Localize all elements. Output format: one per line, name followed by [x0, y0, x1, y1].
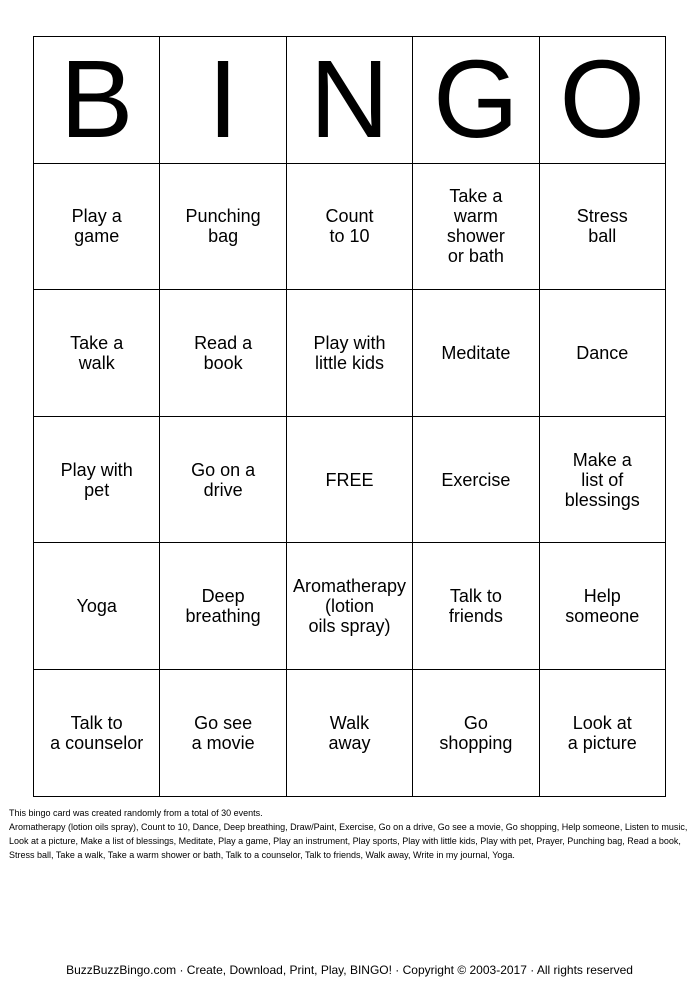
- bingo-header-row: [34, 37, 666, 164]
- cell-text: Talk to friends: [448, 586, 503, 627]
- footnote-intro: This bingo card was created randomly from a total of 30 events.: [9, 808, 263, 818]
- bingo-cell: [160, 163, 286, 290]
- cell-text: Meditate: [441, 342, 511, 363]
- bingo-cell: [160, 543, 286, 670]
- cell-text: Go on a drive: [191, 459, 256, 500]
- bingo-cell: [539, 290, 665, 417]
- header-letter: N: [309, 37, 390, 161]
- cell-text: Punching bag: [185, 206, 261, 247]
- bingo-cell: [413, 669, 539, 796]
- bingo-row-2: [34, 290, 666, 417]
- bingo-free-cell: [286, 416, 412, 543]
- cell-text: Yoga: [76, 596, 117, 617]
- bingo-cell: [413, 290, 539, 417]
- cell-text: Take a warm shower or bath: [446, 186, 505, 267]
- bingo-cell: [160, 416, 286, 543]
- cell-text: Deep breathing: [185, 586, 261, 627]
- bingo-cell: [286, 669, 412, 796]
- bingo-cell: [413, 416, 539, 543]
- bingo-cell: [539, 543, 665, 670]
- bingo-cell: [286, 543, 412, 670]
- cell-text: Take a walk: [70, 332, 124, 373]
- bingo-cell: [539, 416, 665, 543]
- bingo-row-4: [34, 543, 666, 670]
- bingo-row-3: [34, 416, 666, 543]
- bingo-cell: [34, 543, 160, 670]
- cell-text: Stress ball: [576, 206, 628, 247]
- cell-text: Dance: [576, 342, 629, 363]
- cell-text: Go see a movie: [191, 712, 255, 753]
- bingo-row-5: [34, 669, 666, 796]
- cell-text: Read a book: [194, 332, 253, 373]
- cell-text: Talk to a counselor: [50, 712, 144, 753]
- site-footer: BuzzBuzzBingo.com · Create, Download, Print, Play, BINGO! · Copyright © 2003-2017 · All rights reserved: [66, 963, 633, 977]
- cell-text: Make a list of blessings: [564, 449, 640, 510]
- cell-text: Aromatherapy (lotion oils spray): [292, 576, 406, 637]
- bingo-card: [33, 36, 666, 797]
- bingo-row-1: [34, 163, 666, 290]
- bingo-cell: [34, 163, 160, 290]
- header-letter-n: [286, 37, 412, 164]
- bingo-cell: [34, 290, 160, 417]
- cell-text: Help someone: [565, 586, 640, 627]
- header-letter-o: [539, 37, 665, 164]
- header-letter: I: [207, 37, 239, 161]
- bingo-cell: [160, 669, 286, 796]
- header-letter: O: [559, 37, 646, 161]
- cell-text: Exercise: [441, 469, 511, 490]
- bingo-cell: [34, 669, 160, 796]
- bingo-cell: [413, 163, 539, 290]
- bingo-cell: [286, 163, 412, 290]
- cell-text: Walk away: [328, 712, 371, 753]
- bingo-cell: [34, 416, 160, 543]
- bingo-cell: [539, 669, 665, 796]
- bingo-cell: [539, 163, 665, 290]
- bingo-cell: [286, 290, 412, 417]
- header-letter: B: [60, 37, 134, 161]
- bingo-cell: [413, 543, 539, 670]
- footnote-event-list: Aromatherapy (lotion oils spray), Count to 10, Dance, Deep breathing, Draw/Paint, Exercise, Go on a drive, Go see a movie, Go shopping, Help someone, Listen to music, Look at a picture, Make a list of blessings, Meditate, Play a game, Play an instrument, Play sports, Play with little kids, Play with pet, Prayer, Punching bag, Read a book, Stress ball, Take a walk, Take a warm shower or bath, Talk to a counselor, Talk to friends, Walk away, Write in my journal, Yoga.: [9, 822, 688, 860]
- header-letter-i: [160, 37, 286, 164]
- cell-text: Play with pet: [60, 459, 133, 500]
- cell-text: FREE: [325, 469, 374, 490]
- cell-text: Go shopping: [439, 712, 513, 753]
- cell-text: Count to 10: [325, 206, 374, 247]
- event-footnote: [9, 806, 693, 862]
- header-letter: G: [433, 37, 519, 161]
- header-letter-b: [34, 37, 160, 164]
- cell-text: Look at a picture: [567, 712, 637, 753]
- bingo-cell: [160, 290, 286, 417]
- cell-text: Play a game: [71, 206, 122, 247]
- cell-text: Play with little kids: [313, 332, 386, 373]
- header-letter-g: [413, 37, 539, 164]
